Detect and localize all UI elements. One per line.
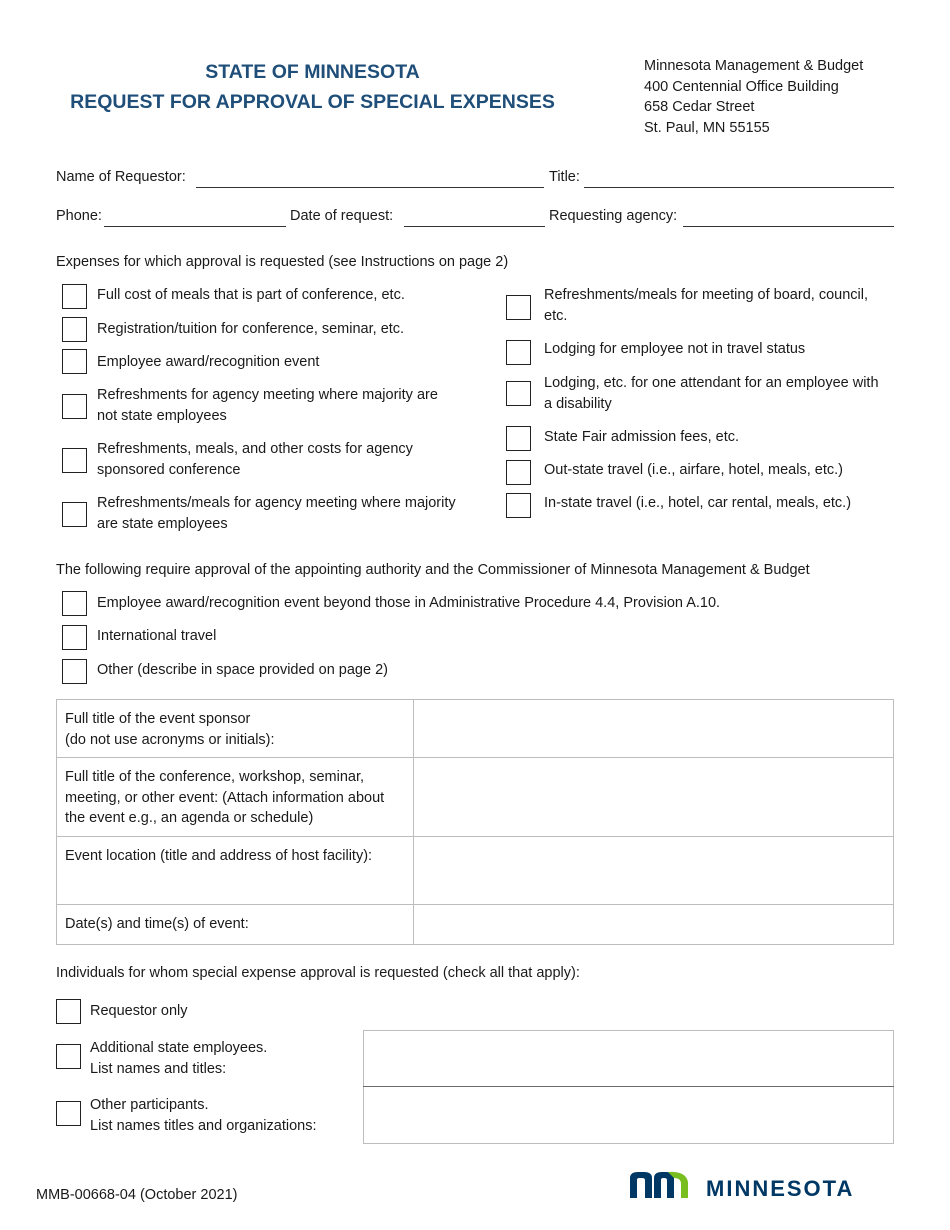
title-input[interactable] [584, 169, 894, 187]
commissioner-heading: The following require approval of the appointing authority and the Commissioner of Minnesota Management & Budget [56, 562, 810, 578]
address-line: Minnesota Management & Budget [644, 58, 864, 74]
requestor-only-label: Requestor only [90, 1003, 188, 1019]
table-row [57, 700, 894, 758]
event-title-input[interactable] [414, 758, 894, 837]
expense-label: Refreshments, meals, and other costs for agency sponsored conference [97, 441, 413, 478]
expense-checkbox[interactable] [62, 349, 87, 374]
phone-input[interactable] [104, 208, 286, 226]
event-location-label: Event location (title and address of host facility): [57, 837, 414, 905]
expense-checkbox[interactable] [506, 295, 531, 320]
expense-label: State Fair admission fees, etc. [544, 429, 740, 445]
commissioner-label: International travel [97, 628, 217, 644]
other-participants-line: List names titles and organizations: [90, 1118, 317, 1134]
expense-label: Refreshments/meals for agency meeting where majority are state employees [97, 495, 456, 532]
commissioner-checkbox[interactable] [62, 591, 87, 616]
phone-field[interactable] [104, 208, 286, 227]
additional-employees-label [90, 1038, 360, 1080]
expense-label: Registration/tuition for conference, seminar, etc. [97, 321, 405, 337]
table-divider [363, 1086, 894, 1087]
commissioner-checkbox[interactable] [62, 625, 87, 650]
expense-checkbox[interactable] [62, 502, 87, 527]
expense-label: In-state travel (i.e., hotel, car rental, meals, etc.) [544, 495, 852, 511]
other-participants-input[interactable] [363, 1087, 894, 1144]
other-participants-checkbox[interactable] [56, 1101, 81, 1126]
title-label: Title: [549, 169, 580, 185]
expenses-heading: Expenses for which approval is requested (see Instructions on page 2) [56, 254, 509, 270]
phone-date-agency-row [56, 208, 894, 230]
expense-checkbox[interactable] [62, 317, 87, 342]
name-title-row [56, 169, 894, 191]
table-row [57, 837, 894, 905]
table-row [57, 758, 894, 837]
additional-employees-line: List names and titles: [90, 1061, 227, 1077]
date-label: Date of request: [290, 208, 394, 224]
title-field[interactable] [584, 169, 894, 188]
other-participants-row [56, 1087, 894, 1144]
expense-label: Employee award/recognition event [97, 354, 320, 370]
form-title: REQUEST FOR APPROVAL OF SPECIAL EXPENSES [70, 91, 555, 113]
commissioner-label: Employee award/recognition event beyond those in Administrative Procedure 4.4, Provision A.10. [97, 595, 721, 611]
name-input[interactable] [196, 169, 544, 187]
event-title-label: Full title of the conference, workshop, seminar, meeting, or other event: (Attach information about the event e.g., an agenda or schedule) [57, 758, 414, 837]
address-line: 658 Cedar Street [644, 99, 755, 115]
expense-label: Refreshments/meals for meeting of board, council, etc. [544, 287, 868, 324]
address-line: 400 Centennial Office Building [644, 78, 839, 95]
additional-employees-checkbox[interactable] [56, 1044, 81, 1069]
date-input[interactable] [404, 208, 545, 226]
minnesota-logo-text: MINNESOTA [706, 1176, 855, 1201]
commissioner-label: Other (describe in space provided on page 2) [97, 662, 388, 678]
expense-checkbox[interactable] [506, 381, 531, 406]
event-location-input[interactable] [414, 837, 894, 905]
commissioner-checkbox[interactable] [62, 659, 87, 684]
event-dates-input[interactable] [414, 905, 894, 945]
event-sponsor-label: Full title of the event sponsor (do not use acronyms or initials): [57, 700, 414, 758]
expense-label: Lodging for employee not in travel status [544, 341, 806, 357]
other-participants-label [90, 1095, 360, 1137]
expense-label: Refreshments for agency meeting where majority are not state employees [97, 387, 438, 424]
agency-label: Requesting agency: [549, 208, 678, 224]
individuals-heading: Individuals for whom special expense approval is requested (check all that apply): [56, 965, 580, 981]
other-participants-line: Other participants. [90, 1097, 209, 1113]
additional-employees-line: Additional state employees. [90, 1040, 268, 1056]
agency-input[interactable] [683, 208, 894, 226]
expense-checkbox[interactable] [62, 284, 87, 309]
name-label: Name of Requestor: [56, 169, 186, 185]
expense-checkbox[interactable] [506, 340, 531, 365]
event-details-table [56, 699, 894, 945]
form-title-state: STATE OF MINNESOTA [205, 61, 420, 83]
expense-checkbox[interactable] [62, 394, 87, 419]
expense-label: Lodging, etc. for one attendant for an employee with a disability [544, 375, 879, 412]
expense-checkbox[interactable] [62, 448, 87, 473]
event-dates-label: Date(s) and time(s) of event: [57, 905, 414, 945]
requestor-only-checkbox[interactable] [56, 999, 81, 1024]
agency-field[interactable] [683, 208, 894, 227]
expense-label: Full cost of meals that is part of conference, etc. [97, 287, 405, 303]
additional-employees-row [56, 1030, 894, 1087]
additional-employees-input[interactable] [363, 1030, 894, 1087]
agency-address [644, 56, 863, 138]
phone-label: Phone: [56, 208, 102, 224]
form-number: MMB-00668-04 (October 2021) [36, 1187, 238, 1203]
minnesota-logo-mark [628, 1168, 692, 1200]
address-line: St. Paul, MN 55155 [644, 119, 770, 136]
expense-label: Out-state travel (i.e., airfare, hotel, meals, etc.) [544, 462, 843, 478]
event-sponsor-input[interactable] [414, 700, 894, 758]
expense-checkbox[interactable] [506, 493, 531, 518]
table-row [57, 905, 894, 945]
date-field[interactable] [404, 208, 545, 227]
expense-checkbox[interactable] [506, 460, 531, 485]
name-field[interactable] [196, 169, 544, 188]
expense-checkbox[interactable] [506, 426, 531, 451]
